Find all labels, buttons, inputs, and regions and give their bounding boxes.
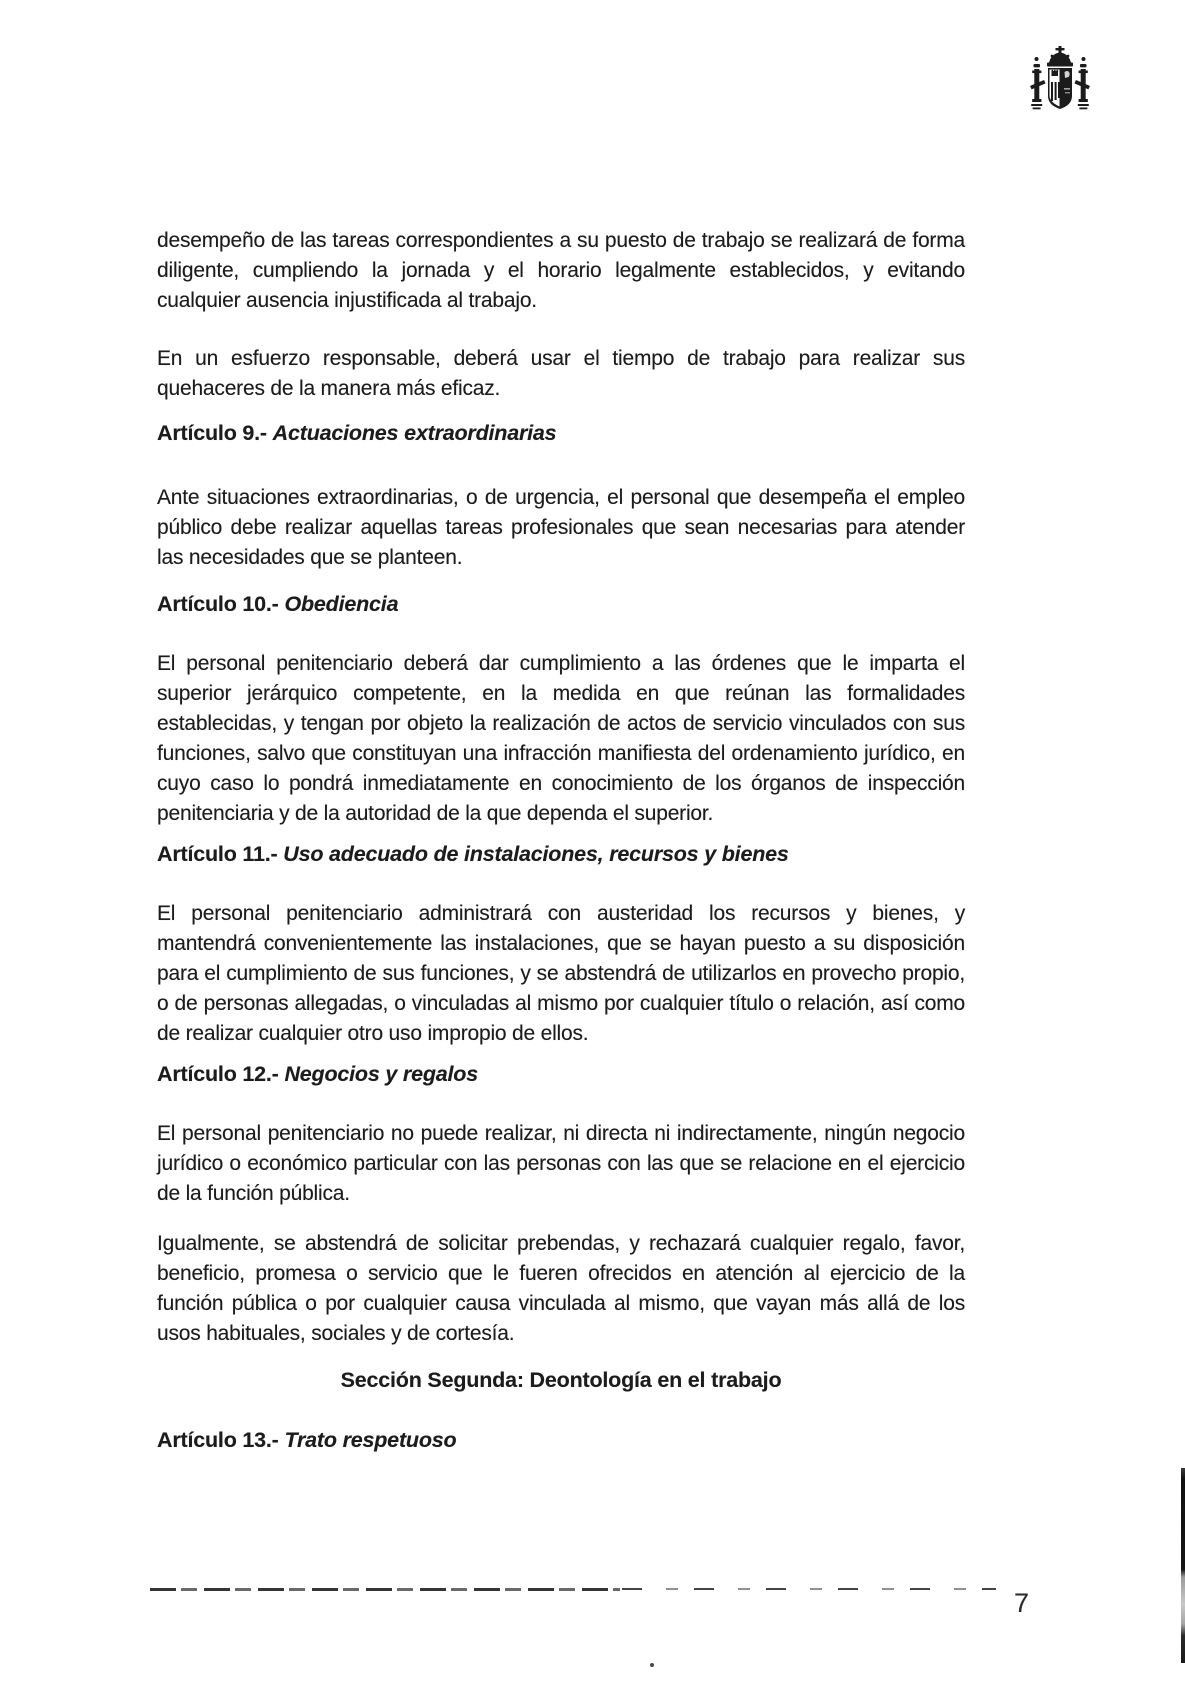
body-paragraph: desempeño de las tareas correspondientes a su puesto de trabajo se realizará de forma diligente, cumpliendo la jornada y el horario legalmente establecidos, y evitando cualquier ausencia injustificada al trabajo. (157, 229, 965, 312)
body-paragraph: El personal penitenciario no puede realizar, ni directa ni indirectamente, ningún negocio jurídico o económico particular con las personas con las que se relacione en el ejercicio de la función pública. (157, 1122, 965, 1205)
article-12-heading (157, 1059, 965, 1089)
article-9-heading (157, 418, 965, 448)
speck-artifact (650, 1663, 654, 1667)
article-number: Artículo 9.- (157, 421, 267, 445)
spain-coat-of-arms-icon (1028, 46, 1092, 130)
article-13-heading (157, 1425, 965, 1455)
body-paragraph: Ante situaciones extraordinarias, o de urgencia, el personal que desempeña el empleo público debe realizar aquellas tareas profesionales que sean necesarias para atender las necesidades que se planteen. (157, 486, 965, 569)
article-title: Negocios y regalos (284, 1062, 478, 1086)
page-edge-scan-artifact (1181, 1468, 1185, 1663)
article-title: Actuaciones extraordinarias (272, 421, 557, 445)
article-title: Uso adecuado de instalaciones, recursos y bienes (283, 842, 789, 866)
article-10-heading (157, 589, 965, 619)
article-number: Artículo 12.- (157, 1062, 279, 1086)
section-heading: Sección Segunda: Deontología en el trabajo (340, 1368, 782, 1392)
article-11-heading (157, 839, 965, 869)
body-paragraph: El personal penitenciario administrará con austeridad los recursos y bienes, y mantendrá convenientemente las instalaciones, que se hayan puesto a su disposición para el cumplimiento de sus funciones, y se abstendrá de utilizarlos en provecho propio, o de personas allegadas, o vinculadas al mismo por cualquier título o relación, así como de realizar cualquier otro uso impropio de ellos. (157, 902, 965, 1045)
article-number: Artículo 10.- (157, 592, 279, 616)
footer-scan-line-right (622, 1588, 996, 1590)
article-number: Artículo 13.- (157, 1428, 279, 1452)
page-number: 7 (1014, 1588, 1030, 1618)
body-paragraph: En un esfuerzo responsable, deberá usar el tiempo de trabajo para realizar sus quehaceres de la manera más eficaz. (157, 347, 965, 400)
body-paragraph: Igualmente, se abstendrá de solicitar prebendas, y rechazará cualquier regalo, favor, beneficio, promesa o servicio que le fueren ofrecidos en atención al ejercicio de la función pública o por cualquier causa vinculada al mismo, que vayan más allá de los usos habituales, sociales y de cortesía. (157, 1232, 965, 1345)
footer-scan-line-left (150, 1588, 620, 1591)
body-paragraph: El personal penitenciario deberá dar cumplimiento a las órdenes que le imparta el superior jerárquico competente, en la medida en que reúnan las formalidades establecidas, y tengan por objeto la realización de actos de servicio vinculados con sus funciones, salvo que constituyan una infracción manifiesta del ordenamiento jurídico, en cuyo caso lo pondrá inmediatamente en conocimiento de los órganos de inspección penitenciaria y de la autoridad de la que dependa el superior. (157, 652, 965, 825)
article-title: Obediencia (284, 592, 399, 616)
article-number: Artículo 11.- (157, 842, 278, 866)
article-title: Trato respetuoso (284, 1428, 457, 1452)
document-body (157, 226, 965, 1455)
